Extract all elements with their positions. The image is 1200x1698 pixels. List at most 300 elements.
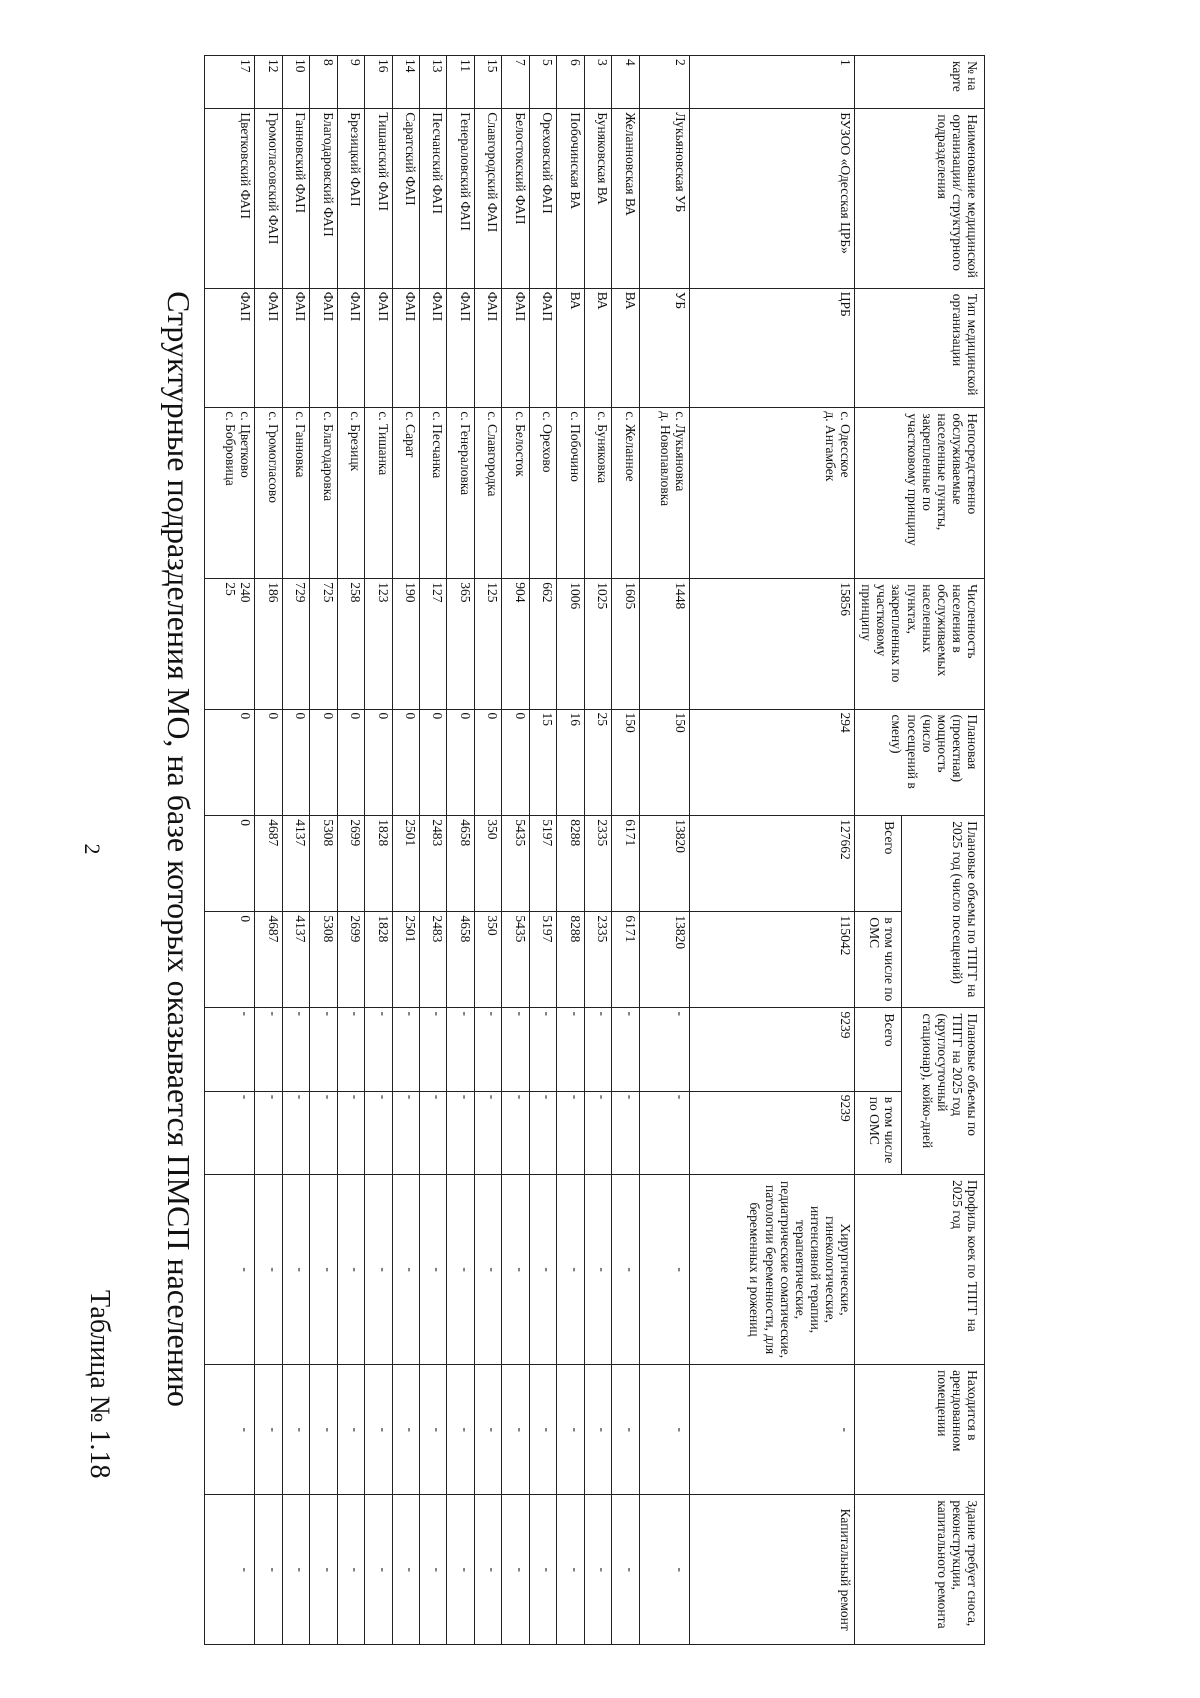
visits-total-cell bbox=[584, 816, 611, 912]
table-row bbox=[584, 56, 611, 1645]
beddays-oms-value: - bbox=[238, 1094, 254, 1100]
repair-value: - bbox=[485, 1567, 501, 1572]
bed-profile-value: - bbox=[622, 1267, 638, 1272]
capacity-value: 0 bbox=[430, 712, 446, 720]
bed-profile-value: - bbox=[293, 1267, 309, 1272]
beddays-total-value: - bbox=[540, 1011, 556, 1016]
population-cell bbox=[204, 579, 254, 709]
beddays-oms-value: - bbox=[348, 1094, 364, 1100]
beddays-total-cell bbox=[310, 1008, 337, 1091]
header-name: Наименование медицинской организации/ структурного подразделения bbox=[855, 109, 985, 288]
repair-value: - bbox=[457, 1567, 473, 1572]
capacity-cell bbox=[474, 709, 501, 816]
org-type-value: ФАП bbox=[485, 291, 501, 322]
org-type-cell bbox=[612, 288, 639, 408]
visits-total-value: 350 bbox=[485, 819, 501, 840]
table-row bbox=[447, 56, 474, 1645]
repair-cell bbox=[365, 1495, 392, 1645]
beddays-total-value: - bbox=[238, 1011, 254, 1016]
population-value: 240 bbox=[238, 582, 254, 603]
org-type-cell bbox=[310, 288, 337, 408]
row-number-value: 2 bbox=[673, 59, 689, 66]
visits-oms-cell bbox=[502, 912, 529, 1008]
bed-profile-value: - bbox=[512, 1267, 528, 1272]
settlement-cell bbox=[474, 408, 501, 579]
capacity-cell bbox=[584, 709, 611, 816]
capacity-value: 16 bbox=[567, 712, 583, 726]
row-number-value: 8 bbox=[320, 59, 336, 66]
org-type-cell bbox=[365, 288, 392, 408]
row-number-cell bbox=[584, 56, 611, 109]
repair-value: - bbox=[595, 1567, 611, 1572]
beddays-total-value: - bbox=[403, 1011, 419, 1016]
rented-cell bbox=[282, 1365, 309, 1495]
rented-cell bbox=[584, 1365, 611, 1495]
beddays-oms-value: - bbox=[567, 1094, 583, 1100]
header-capacity: Плановая (проектная) мощность (число посещений в смену) bbox=[855, 709, 985, 816]
settlement-cell bbox=[204, 408, 254, 579]
row-number-value: 6 bbox=[567, 59, 583, 66]
beddays-total-cell bbox=[529, 1008, 556, 1091]
row-number-value: 11 bbox=[457, 59, 473, 72]
settlement-cell bbox=[337, 408, 364, 579]
repair-cell bbox=[255, 1495, 282, 1645]
beddays-oms-cell bbox=[584, 1091, 611, 1174]
visits-oms-cell bbox=[584, 912, 611, 1008]
org-type-cell bbox=[557, 288, 584, 408]
visits-total-cell bbox=[639, 816, 689, 912]
beddays-total-value: 9239 bbox=[838, 1011, 854, 1039]
repair-value: - bbox=[512, 1567, 528, 1572]
org-name-value: Белостокский ФАП bbox=[512, 112, 528, 225]
visits-oms-value: 5197 bbox=[540, 915, 556, 943]
settlement-cell bbox=[392, 408, 419, 579]
org-type-cell bbox=[502, 288, 529, 408]
org-type-value: ФАП bbox=[403, 291, 419, 322]
org-name-value: Песчанский ФАП bbox=[430, 112, 446, 214]
population-value: 904 bbox=[512, 582, 528, 603]
visits-oms-cell bbox=[612, 912, 639, 1008]
beddays-total-value: - bbox=[485, 1011, 501, 1016]
capacity-cell bbox=[255, 709, 282, 816]
beddays-oms-cell bbox=[447, 1091, 474, 1174]
org-name-value: Ганновский ФАП bbox=[293, 112, 309, 214]
org-name-value: Тишанский ФАП bbox=[375, 112, 391, 211]
rented-value: - bbox=[567, 1427, 583, 1432]
visits-oms-cell bbox=[420, 912, 447, 1008]
capacity-value: 0 bbox=[320, 712, 336, 720]
repair-cell bbox=[474, 1495, 501, 1645]
rented-cell bbox=[310, 1365, 337, 1495]
org-name-cell bbox=[204, 109, 254, 288]
capacity-value: 0 bbox=[348, 712, 364, 720]
bed-profile-value: - bbox=[348, 1267, 364, 1272]
settlement-name: с. Орехово bbox=[540, 411, 556, 473]
bed-profile-cell bbox=[584, 1175, 611, 1365]
visits-oms-cell bbox=[337, 912, 364, 1008]
population-cell bbox=[420, 579, 447, 709]
population-extra-value: 25 bbox=[223, 582, 239, 596]
bed-profile-value: - bbox=[567, 1267, 583, 1272]
population-cell bbox=[690, 579, 855, 709]
row-number-cell bbox=[639, 56, 689, 109]
org-type-value: ФАП bbox=[430, 291, 446, 322]
bed-profile-cell bbox=[204, 1175, 254, 1365]
beddays-oms-value: - bbox=[457, 1094, 473, 1100]
bed-profile-cell bbox=[337, 1175, 364, 1365]
beddays-oms-value: - bbox=[512, 1094, 528, 1100]
rented-value: - bbox=[265, 1427, 281, 1432]
rented-cell bbox=[474, 1365, 501, 1495]
table-row bbox=[690, 56, 855, 1645]
org-name-cell bbox=[365, 109, 392, 288]
visits-total-cell bbox=[420, 816, 447, 912]
settlement-cell bbox=[502, 408, 529, 579]
table-row bbox=[420, 56, 447, 1645]
capacity-cell bbox=[365, 709, 392, 816]
repair-value: - bbox=[567, 1567, 583, 1572]
visits-oms-value: 8288 bbox=[567, 915, 583, 943]
capacity-value: 0 bbox=[293, 712, 309, 720]
beddays-oms-cell bbox=[420, 1091, 447, 1174]
org-name-cell bbox=[392, 109, 419, 288]
row-number-cell bbox=[282, 56, 309, 109]
repair-cell bbox=[639, 1495, 689, 1645]
population-value: 258 bbox=[348, 582, 364, 603]
capacity-value: 0 bbox=[485, 712, 501, 720]
repair-cell bbox=[392, 1495, 419, 1645]
org-name-cell bbox=[255, 109, 282, 288]
org-type-cell bbox=[447, 288, 474, 408]
bed-profile-cell bbox=[255, 1175, 282, 1365]
header-visits-total: Всего bbox=[855, 816, 902, 912]
row-number-cell bbox=[310, 56, 337, 109]
beddays-total-value: - bbox=[512, 1011, 528, 1016]
beddays-total-cell bbox=[447, 1008, 474, 1091]
beddays-total-value: - bbox=[567, 1011, 583, 1016]
visits-oms-value: 2483 bbox=[430, 915, 446, 943]
visits-oms-cell bbox=[282, 912, 309, 1008]
org-name-value: Благодаровский ФАП bbox=[320, 112, 336, 237]
beddays-total-cell bbox=[282, 1008, 309, 1091]
bed-profile-cell bbox=[557, 1175, 584, 1365]
population-value: 190 bbox=[403, 582, 419, 603]
beddays-oms-cell bbox=[204, 1091, 254, 1174]
visits-oms-cell bbox=[365, 912, 392, 1008]
header-beddays-oms: в том числе по ОМС bbox=[855, 1091, 902, 1174]
rented-cell bbox=[529, 1365, 556, 1495]
visits-total-cell bbox=[447, 816, 474, 912]
capacity-cell bbox=[639, 709, 689, 816]
capacity-value: 0 bbox=[512, 712, 528, 720]
capacity-value: 0 bbox=[265, 712, 281, 720]
bed-profile-cell bbox=[639, 1175, 689, 1365]
org-type-value: ФАП bbox=[540, 291, 556, 322]
row-number-cell bbox=[337, 56, 364, 109]
settlement-cell bbox=[639, 408, 689, 579]
rented-value: - bbox=[403, 1427, 419, 1432]
bed-profile-cell bbox=[502, 1175, 529, 1365]
beddays-oms-cell bbox=[365, 1091, 392, 1174]
bed-profile-value: - bbox=[375, 1267, 391, 1272]
settlement-cell bbox=[557, 408, 584, 579]
beddays-oms-value: - bbox=[540, 1094, 556, 1100]
visits-total-cell bbox=[392, 816, 419, 912]
population-value: 662 bbox=[540, 582, 556, 603]
settlement-cell bbox=[310, 408, 337, 579]
org-type-cell bbox=[690, 288, 855, 408]
visits-oms-cell bbox=[690, 912, 855, 1008]
visits-total-cell bbox=[282, 816, 309, 912]
beddays-oms-cell bbox=[255, 1091, 282, 1174]
row-number-value: 15 bbox=[485, 59, 501, 73]
rented-value: - bbox=[348, 1427, 364, 1432]
capacity-value: 0 bbox=[403, 712, 419, 720]
visits-oms-cell bbox=[204, 912, 254, 1008]
org-type-cell bbox=[392, 288, 419, 408]
repair-value: - bbox=[540, 1567, 556, 1572]
capacity-value: 0 bbox=[457, 712, 473, 720]
visits-oms-value: 4687 bbox=[265, 915, 281, 943]
bed-profile-value: - bbox=[430, 1267, 446, 1272]
header-beddays-total: Всего bbox=[855, 1008, 902, 1091]
org-name-cell bbox=[612, 109, 639, 288]
bed-profile-cell bbox=[365, 1175, 392, 1365]
org-name-cell bbox=[420, 109, 447, 288]
header-population: Численность населения в обслуживаемых населенных пунктах, закрепленных по участковому принципу bbox=[855, 579, 985, 709]
visits-total-value: 5435 bbox=[512, 819, 528, 847]
table-row bbox=[557, 56, 584, 1645]
settlement-name: д. Новопавловка bbox=[658, 411, 674, 507]
visits-oms-value: 115042 bbox=[838, 915, 854, 956]
settlement-cell bbox=[282, 408, 309, 579]
bed-profile-cell bbox=[690, 1175, 855, 1365]
capacity-cell bbox=[447, 709, 474, 816]
visits-total-cell bbox=[690, 816, 855, 912]
repair-cell bbox=[557, 1495, 584, 1645]
settlement-name: с. Ганновка bbox=[293, 411, 309, 478]
beddays-oms-cell bbox=[337, 1091, 364, 1174]
beddays-total-cell bbox=[420, 1008, 447, 1091]
visits-total-value: 0 bbox=[238, 819, 254, 827]
rented-cell bbox=[557, 1365, 584, 1495]
org-type-value: ФАП bbox=[293, 291, 309, 322]
visits-oms-cell bbox=[255, 912, 282, 1008]
org-name-value: Громогласовский ФАП bbox=[265, 112, 281, 245]
table-row bbox=[204, 56, 254, 1645]
beddays-oms-value: - bbox=[430, 1094, 446, 1100]
settlement-name: с. Славгородка bbox=[485, 411, 501, 497]
rented-value: - bbox=[838, 1427, 854, 1432]
beddays-oms-cell bbox=[690, 1091, 855, 1174]
beddays-oms-cell bbox=[392, 1091, 419, 1174]
beddays-oms-value: - bbox=[265, 1094, 281, 1100]
beddays-total-value: - bbox=[595, 1011, 611, 1016]
visits-total-cell bbox=[204, 816, 254, 912]
population-value: 365 bbox=[457, 582, 473, 603]
org-name-value: Буняковская ВА bbox=[595, 112, 611, 205]
beddays-oms-value: - bbox=[485, 1094, 501, 1100]
visits-total-value: 2699 bbox=[348, 819, 364, 847]
settlement-cell bbox=[420, 408, 447, 579]
visits-oms-cell bbox=[474, 912, 501, 1008]
beddays-oms-cell bbox=[557, 1091, 584, 1174]
beddays-total-value: - bbox=[622, 1011, 638, 1016]
rented-cell bbox=[502, 1365, 529, 1495]
visits-oms-value: 350 bbox=[485, 915, 501, 936]
beddays-oms-cell bbox=[639, 1091, 689, 1174]
population-value: 125 bbox=[485, 582, 501, 603]
capacity-value: 150 bbox=[673, 712, 689, 733]
beddays-oms-cell bbox=[282, 1091, 309, 1174]
visits-total-cell bbox=[365, 816, 392, 912]
bed-profile-cell bbox=[420, 1175, 447, 1365]
visits-oms-value: 2699 bbox=[348, 915, 364, 943]
row-number-value: 14 bbox=[403, 59, 419, 73]
beddays-total-value: - bbox=[348, 1011, 364, 1016]
settlement-cell bbox=[612, 408, 639, 579]
population-value: 15856 bbox=[838, 582, 854, 616]
row-number-value: 1 bbox=[838, 59, 854, 66]
row-number-value: 7 bbox=[512, 59, 528, 66]
repair-cell bbox=[612, 1495, 639, 1645]
bed-profile-value: - bbox=[595, 1267, 611, 1272]
bed-profile-value: - bbox=[238, 1267, 254, 1272]
visits-total-value: 4137 bbox=[293, 819, 309, 847]
table-body bbox=[204, 56, 854, 1645]
population-cell bbox=[447, 579, 474, 709]
org-type-value: ВА bbox=[595, 291, 611, 310]
org-name-cell bbox=[282, 109, 309, 288]
population-value: 123 bbox=[375, 582, 391, 603]
bed-profile-cell bbox=[474, 1175, 501, 1365]
org-type-cell bbox=[420, 288, 447, 408]
beddays-total-cell bbox=[365, 1008, 392, 1091]
org-type-cell bbox=[337, 288, 364, 408]
capacity-cell bbox=[420, 709, 447, 816]
data-table bbox=[204, 55, 985, 1645]
rented-value: - bbox=[540, 1427, 556, 1432]
org-name-value: Лукьяновская УБ bbox=[673, 112, 689, 213]
org-type-value: ФАП bbox=[265, 291, 281, 322]
visits-oms-value: 4137 bbox=[293, 915, 309, 943]
org-type-value: ФАП bbox=[320, 291, 336, 322]
bed-profile-value: - bbox=[403, 1267, 419, 1272]
repair-value: - bbox=[430, 1567, 446, 1572]
settlement-name: с. Благодаровка bbox=[320, 411, 336, 502]
repair-value: - bbox=[403, 1567, 419, 1572]
settlement-name: с. Буняковка bbox=[595, 411, 611, 484]
visits-total-cell bbox=[529, 816, 556, 912]
rented-value: - bbox=[375, 1427, 391, 1432]
table-header bbox=[855, 56, 985, 1645]
rented-cell bbox=[612, 1365, 639, 1495]
capacity-cell bbox=[310, 709, 337, 816]
header-rented: Находится в арендованном помещении bbox=[855, 1365, 985, 1495]
capacity-cell bbox=[204, 709, 254, 816]
org-name-value: Цветковский ФАП bbox=[238, 112, 254, 219]
population-value: 1025 bbox=[595, 582, 611, 610]
settlement-name: с. Желанное bbox=[622, 411, 638, 482]
population-cell bbox=[365, 579, 392, 709]
population-cell bbox=[639, 579, 689, 709]
org-type-cell bbox=[474, 288, 501, 408]
rented-cell bbox=[365, 1365, 392, 1495]
settlement-name: с. Генераловка bbox=[457, 411, 473, 496]
visits-oms-value: 0 bbox=[238, 915, 254, 923]
header-visits-oms: в том числе по ОМС bbox=[855, 912, 902, 1008]
row-number-cell bbox=[502, 56, 529, 109]
visits-oms-cell bbox=[392, 912, 419, 1008]
population-value: 1448 bbox=[673, 582, 689, 610]
repair-cell bbox=[529, 1495, 556, 1645]
bed-profile-cell bbox=[612, 1175, 639, 1365]
repair-cell bbox=[310, 1495, 337, 1645]
org-name-value: БУЗОО «Одесская ЦРБ» bbox=[838, 112, 854, 254]
visits-total-cell bbox=[310, 816, 337, 912]
rented-cell bbox=[392, 1365, 419, 1495]
repair-value: - bbox=[673, 1567, 689, 1572]
bed-profile-value: - bbox=[265, 1267, 281, 1272]
header-profile: Профиль коек по ТПГГ на 2025 год bbox=[855, 1175, 985, 1365]
visits-total-value: 4687 bbox=[265, 819, 281, 847]
org-name-cell bbox=[584, 109, 611, 288]
visits-total-value: 2501 bbox=[403, 819, 419, 847]
row-number-value: 17 bbox=[238, 59, 254, 73]
beddays-oms-value: - bbox=[595, 1094, 611, 1100]
row-number-value: 10 bbox=[293, 59, 309, 73]
population-value: 725 bbox=[320, 582, 336, 603]
beddays-oms-cell bbox=[502, 1091, 529, 1174]
visits-oms-value: 2335 bbox=[595, 915, 611, 943]
population-value: 186 bbox=[265, 582, 281, 603]
rented-value: - bbox=[673, 1427, 689, 1432]
table-row bbox=[337, 56, 364, 1645]
settlement-cell bbox=[447, 408, 474, 579]
population-cell bbox=[584, 579, 611, 709]
row-number-cell bbox=[204, 56, 254, 109]
rented-cell bbox=[255, 1365, 282, 1495]
beddays-oms-value: - bbox=[403, 1094, 419, 1100]
beddays-oms-value: - bbox=[375, 1094, 391, 1100]
rented-cell bbox=[447, 1365, 474, 1495]
capacity-cell bbox=[557, 709, 584, 816]
row-number-cell bbox=[392, 56, 419, 109]
beddays-total-cell bbox=[557, 1008, 584, 1091]
beddays-total-cell bbox=[204, 1008, 254, 1091]
repair-value: Капитальный ремонт bbox=[838, 1508, 854, 1631]
row-number-value: 13 bbox=[430, 59, 446, 73]
org-name-cell bbox=[310, 109, 337, 288]
table-row bbox=[310, 56, 337, 1645]
capacity-cell bbox=[337, 709, 364, 816]
row-number-value: 9 bbox=[348, 59, 364, 66]
beddays-oms-value: - bbox=[622, 1094, 638, 1100]
settlement-name: с. Громогласово bbox=[265, 411, 281, 503]
table-row bbox=[474, 56, 501, 1645]
rented-value: - bbox=[485, 1427, 501, 1432]
page-title: Структурные подразделения МО, на базе которых оказывается ПМСП населению bbox=[161, 291, 197, 1407]
settlement-cell bbox=[529, 408, 556, 579]
settlement-cell bbox=[365, 408, 392, 579]
population-cell bbox=[529, 579, 556, 709]
repair-cell bbox=[502, 1495, 529, 1645]
beddays-total-value: - bbox=[293, 1011, 309, 1016]
row-number-cell bbox=[365, 56, 392, 109]
repair-cell bbox=[420, 1495, 447, 1645]
rented-value: - bbox=[622, 1427, 638, 1432]
population-cell bbox=[502, 579, 529, 709]
